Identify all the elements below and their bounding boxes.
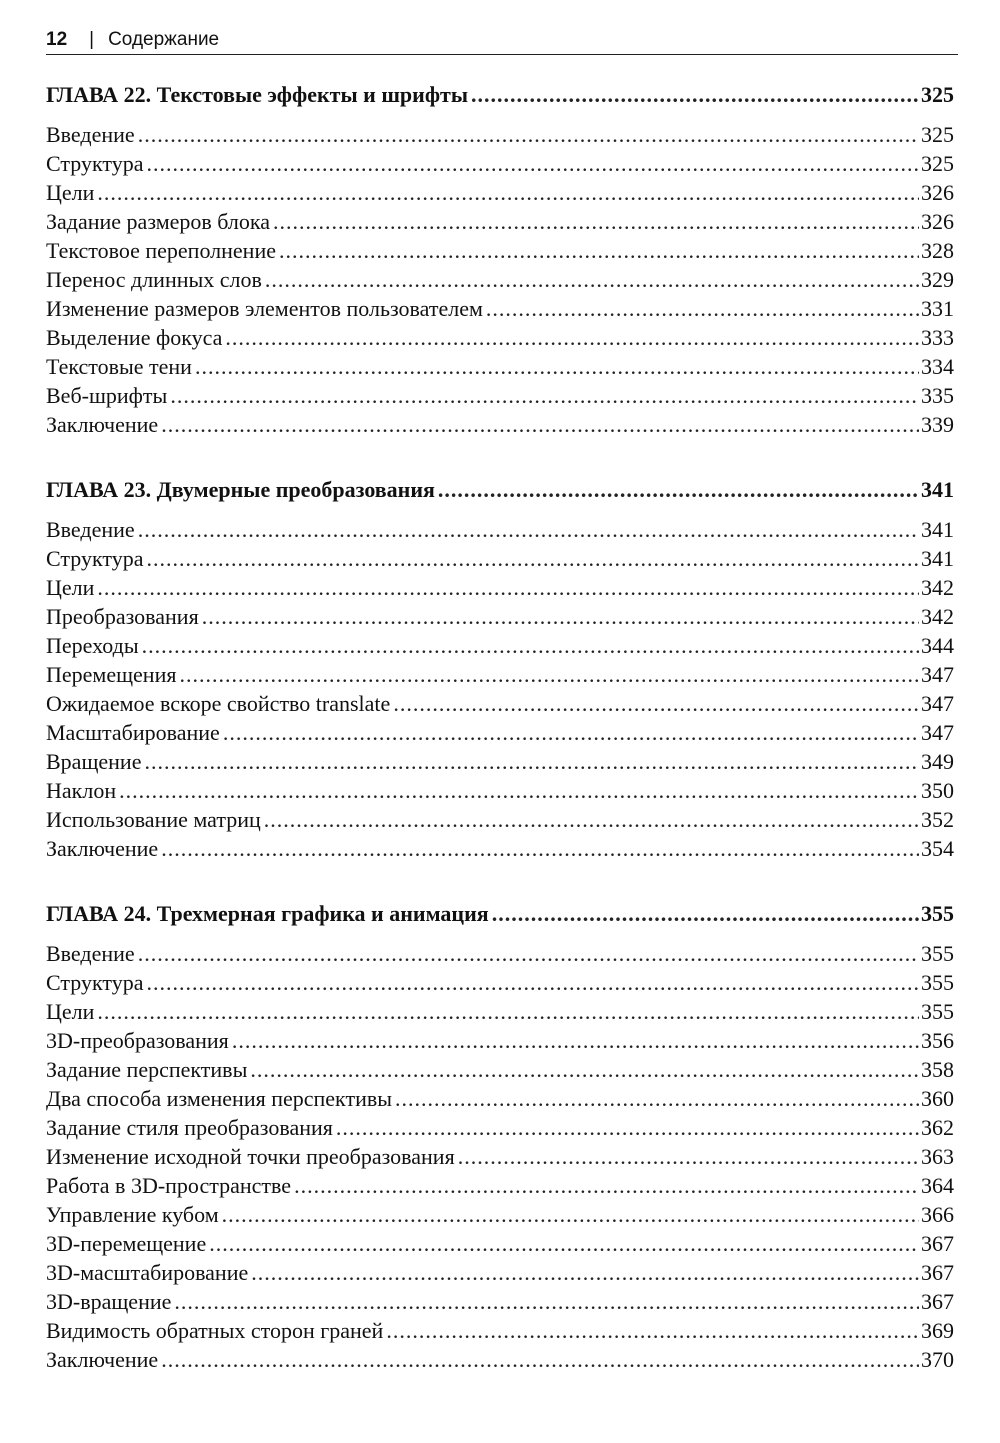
toc-entry[interactable] xyxy=(46,1316,954,1345)
chapter-heading[interactable] xyxy=(46,78,954,112)
toc-entry[interactable] xyxy=(46,236,954,265)
toc-entry-page-number: 325 xyxy=(921,122,954,147)
toc-entry-page-number: 341 xyxy=(921,517,954,542)
toc-entry[interactable] xyxy=(46,776,954,805)
toc-entry-label: Ожидаемое вскоре свойство translate xyxy=(46,691,391,716)
toc-entry-page-number: 328 xyxy=(921,238,954,263)
toc-entry-label: Преобразования xyxy=(46,604,199,629)
dot-leader xyxy=(232,1026,919,1055)
toc-entry[interactable] xyxy=(46,1287,954,1316)
dot-leader xyxy=(142,631,919,660)
toc-entry[interactable] xyxy=(46,602,954,631)
toc-entry-label: 3D-преобразования xyxy=(46,1028,229,1053)
toc-entry-page-number: 352 xyxy=(921,807,954,832)
dot-leader xyxy=(486,294,919,323)
toc-entry-page-number: 342 xyxy=(921,575,954,600)
toc-entry[interactable] xyxy=(46,207,954,236)
toc-entry[interactable] xyxy=(46,381,954,410)
chapter-heading[interactable] xyxy=(46,897,954,931)
toc-entry-page-number: 355 xyxy=(921,999,954,1024)
toc-entry-label: Текстовые тени xyxy=(46,354,192,379)
dot-leader xyxy=(393,689,919,718)
dot-leader xyxy=(119,776,919,805)
toc-entry-page-number: 347 xyxy=(921,662,954,687)
toc-entry-label: 3D-масштабирование xyxy=(46,1260,249,1285)
page-number: 12 xyxy=(46,29,68,50)
toc-entry-label: Наклон xyxy=(46,778,117,803)
dot-leader xyxy=(279,236,919,265)
chapter-page-number: 325 xyxy=(921,82,954,107)
dot-leader xyxy=(336,1113,919,1142)
header-separator: | xyxy=(89,29,95,50)
toc-entry-label: Цели xyxy=(46,999,95,1024)
toc-entry[interactable] xyxy=(46,1084,954,1113)
toc-entry[interactable] xyxy=(46,1026,954,1055)
toc-entry[interactable] xyxy=(46,1171,954,1200)
toc-entry[interactable] xyxy=(46,834,954,863)
toc-entry[interactable] xyxy=(46,515,954,544)
chapter-title: ГЛАВА 23. Двумерные преобразования xyxy=(46,477,435,502)
toc-entry-page-number: 335 xyxy=(921,383,954,408)
toc-entry[interactable] xyxy=(46,805,954,834)
dot-leader xyxy=(294,1171,919,1200)
dot-leader xyxy=(265,265,919,294)
toc-entry-label: Работа в 3D-пространстве xyxy=(46,1173,292,1198)
toc-entry-page-number: 355 xyxy=(921,970,954,995)
toc-entry[interactable] xyxy=(46,544,954,573)
toc-entry[interactable] xyxy=(46,410,954,439)
dot-leader xyxy=(225,323,919,352)
toc-entry-page-number: 366 xyxy=(921,1202,954,1227)
toc-entry[interactable] xyxy=(46,120,954,149)
toc-entry[interactable] xyxy=(46,660,954,689)
toc-entry[interactable] xyxy=(46,997,954,1026)
chapter-heading[interactable] xyxy=(46,473,954,507)
toc-entry-label: Два способа изменения перспективы xyxy=(46,1086,393,1111)
toc-entry[interactable] xyxy=(46,265,954,294)
toc-entry-label: Использование матриц xyxy=(46,807,261,832)
dot-leader xyxy=(250,1055,919,1084)
toc-entry-page-number: 347 xyxy=(921,691,954,716)
dot-leader xyxy=(138,939,919,968)
toc-entry-label: Заключение xyxy=(46,1347,159,1372)
dot-leader xyxy=(97,178,919,207)
toc-entry-label: Изменение исходной точки преобразования xyxy=(46,1144,455,1169)
dot-leader xyxy=(161,834,919,863)
toc-entry-label: Задание размеров блока xyxy=(46,209,271,234)
toc-entry-page-number: 349 xyxy=(921,749,954,774)
toc-entry-page-number: 325 xyxy=(921,151,954,176)
dot-leader xyxy=(492,897,919,931)
chapter-page-number: 341 xyxy=(921,477,954,502)
table-of-contents xyxy=(46,78,954,1408)
toc-entry-label: Заключение xyxy=(46,836,159,861)
toc-entry-page-number: 344 xyxy=(921,633,954,658)
chapter-title: ГЛАВА 24. Трехмерная графика и анимация xyxy=(46,901,489,926)
toc-entry-page-number: 355 xyxy=(921,941,954,966)
toc-entry-label: Задание перспективы xyxy=(46,1057,248,1082)
toc-entry-label: Цели xyxy=(46,180,95,205)
toc-entry-page-number: 360 xyxy=(921,1086,954,1111)
toc-entry-page-number: 334 xyxy=(921,354,954,379)
toc-entry-page-number: 362 xyxy=(921,1115,954,1140)
dot-leader xyxy=(223,718,919,747)
dot-leader xyxy=(161,1345,919,1374)
dot-leader xyxy=(264,805,919,834)
dot-leader xyxy=(251,1258,919,1287)
chapter-title: ГЛАВА 22. Текстовые эффекты и шрифты xyxy=(46,82,469,107)
toc-entry-page-number: 358 xyxy=(921,1057,954,1082)
toc-entry[interactable] xyxy=(46,1142,954,1171)
toc-entry-label: Управление кубом xyxy=(46,1202,219,1227)
dot-leader xyxy=(161,410,919,439)
dot-leader xyxy=(471,78,919,112)
toc-entry-page-number: 370 xyxy=(921,1347,954,1372)
toc-entry-page-number: 367 xyxy=(921,1231,954,1256)
toc-entry-label: Введение xyxy=(46,122,135,147)
dot-leader xyxy=(222,1200,919,1229)
toc-entry-page-number: 326 xyxy=(921,209,954,234)
dot-leader xyxy=(209,1229,919,1258)
toc-entry-page-number: 356 xyxy=(921,1028,954,1053)
toc-entry[interactable] xyxy=(46,718,954,747)
dot-leader xyxy=(174,1287,919,1316)
toc-entry-label: Переходы xyxy=(46,633,139,658)
toc-entry[interactable] xyxy=(46,689,954,718)
toc-entry-label: Структура xyxy=(46,151,144,176)
toc-entry-page-number: 354 xyxy=(921,836,954,861)
dot-leader xyxy=(138,515,919,544)
dot-leader xyxy=(146,544,919,573)
toc-entry-label: Видимость обратных сторон граней xyxy=(46,1318,384,1343)
toc-entry[interactable] xyxy=(46,178,954,207)
dot-leader xyxy=(273,207,919,236)
toc-entry-page-number: 367 xyxy=(921,1260,954,1285)
toc-entry[interactable] xyxy=(46,149,954,178)
dot-leader xyxy=(146,968,919,997)
toc-entry[interactable] xyxy=(46,1055,954,1084)
toc-entry[interactable] xyxy=(46,747,954,776)
toc-entry[interactable] xyxy=(46,1113,954,1142)
toc-entry-page-number: 350 xyxy=(921,778,954,803)
toc-entry-page-number: 329 xyxy=(921,267,954,292)
toc-entry-label: Перенос длинных слов xyxy=(46,267,262,292)
toc-entry-label: Перемещения xyxy=(46,662,177,687)
toc-entry[interactable] xyxy=(46,323,954,352)
toc-entry-page-number: 347 xyxy=(921,720,954,745)
toc-entry-label: Выделение фокуса xyxy=(46,325,223,350)
toc-entry-label: Структура xyxy=(46,546,144,571)
toc-entry[interactable] xyxy=(46,1200,954,1229)
dot-leader xyxy=(146,149,919,178)
dot-leader xyxy=(395,1084,919,1113)
dot-leader xyxy=(97,997,919,1026)
chapter-page-number: 355 xyxy=(921,901,954,926)
dot-leader xyxy=(144,747,919,776)
section-title: Содержание xyxy=(108,29,220,50)
dot-leader xyxy=(170,381,919,410)
toc-entry-label: Структура xyxy=(46,970,144,995)
toc-entry-label: 3D-перемещение xyxy=(46,1231,207,1256)
toc-entry-page-number: 363 xyxy=(921,1144,954,1169)
toc-entry-page-number: 342 xyxy=(921,604,954,629)
toc-entry-label: Веб-шрифты xyxy=(46,383,168,408)
dot-leader xyxy=(97,573,919,602)
toc-entry[interactable] xyxy=(46,1229,954,1258)
toc-entry-label: Цели xyxy=(46,575,95,600)
toc-entry[interactable] xyxy=(46,573,954,602)
toc-entry[interactable] xyxy=(46,1345,954,1374)
toc-entry-label: 3D-вращение xyxy=(46,1289,172,1314)
dot-leader xyxy=(195,352,919,381)
chapter-block xyxy=(46,78,954,439)
toc-entry-page-number: 341 xyxy=(921,546,954,571)
toc-entry-label: Задание стиля преобразования xyxy=(46,1115,333,1140)
dot-leader xyxy=(386,1316,919,1345)
dot-leader xyxy=(138,120,919,149)
toc-entry-page-number: 326 xyxy=(921,180,954,205)
toc-entry[interactable] xyxy=(46,968,954,997)
toc-entry-page-number: 367 xyxy=(921,1289,954,1314)
toc-entry[interactable] xyxy=(46,939,954,968)
dot-leader xyxy=(179,660,919,689)
toc-entry-label: Введение xyxy=(46,941,135,966)
running-header xyxy=(46,30,958,55)
toc-entry[interactable] xyxy=(46,352,954,381)
dot-leader xyxy=(438,473,919,507)
dot-leader xyxy=(202,602,919,631)
toc-entry-label: Текстовое переполнение xyxy=(46,238,276,263)
toc-entry-label: Масштабирование xyxy=(46,720,220,745)
toc-entry-label: Вращение xyxy=(46,749,142,774)
toc-entry-page-number: 331 xyxy=(921,296,954,321)
dot-leader xyxy=(458,1142,919,1171)
toc-entry-page-number: 364 xyxy=(921,1173,954,1198)
toc-entry-page-number: 339 xyxy=(921,412,954,437)
chapter-block xyxy=(46,897,954,1374)
toc-entry-label: Изменение размеров элементов пользователем xyxy=(46,296,483,321)
toc-entry[interactable] xyxy=(46,631,954,660)
toc-entry[interactable] xyxy=(46,294,954,323)
chapter-block xyxy=(46,473,954,863)
toc-entry-page-number: 369 xyxy=(921,1318,954,1343)
toc-entry[interactable] xyxy=(46,1258,954,1287)
toc-entry-label: Заключение xyxy=(46,412,159,437)
toc-entry-page-number: 333 xyxy=(921,325,954,350)
toc-entry-label: Введение xyxy=(46,517,135,542)
